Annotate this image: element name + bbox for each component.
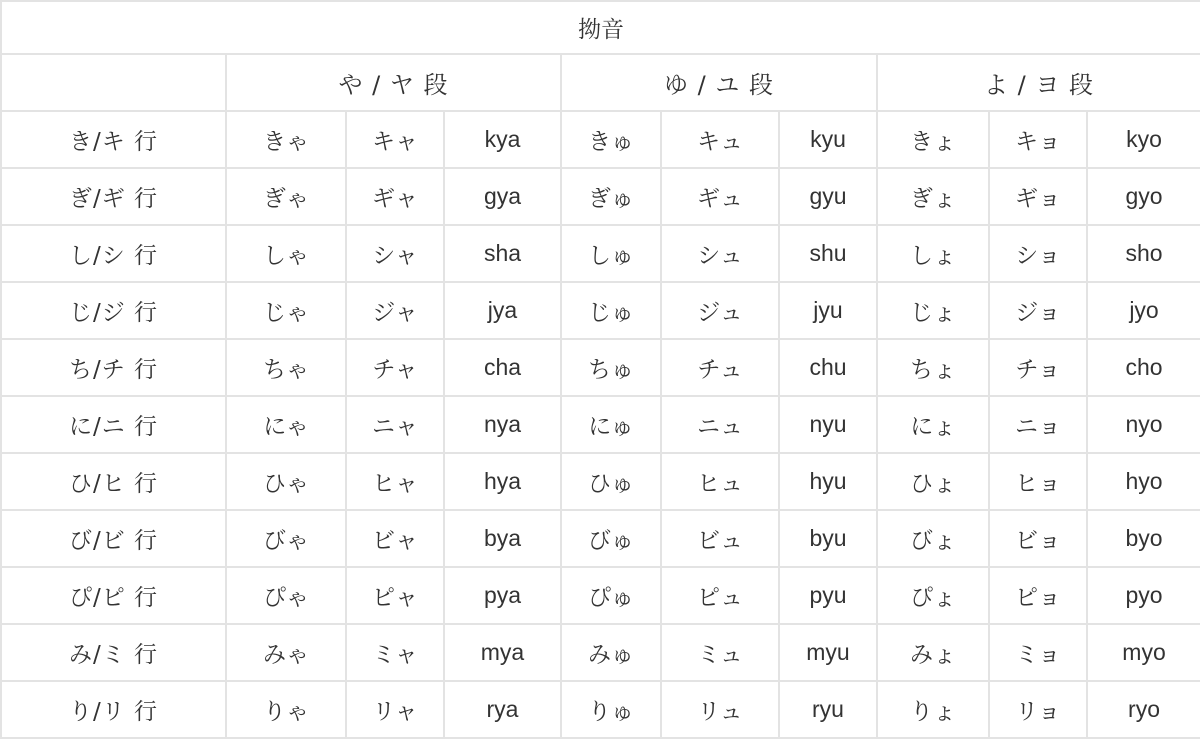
- romaji-cell: mya: [444, 624, 561, 681]
- hiragana-cell: きょ: [877, 111, 989, 168]
- romaji-cell: hyo: [1087, 453, 1200, 510]
- hiragana-cell: ひゃ: [226, 453, 346, 510]
- hiragana-cell: りゃ: [226, 681, 346, 738]
- table-row: [1, 339, 1200, 396]
- romaji-cell: nya: [444, 396, 561, 453]
- table-row: [1, 510, 1200, 567]
- romaji-cell: ryu: [779, 681, 877, 738]
- hiragana-cell: ひょ: [877, 453, 989, 510]
- katakana-cell: ニュ: [661, 396, 779, 453]
- hiragana-cell: ぴゃ: [226, 567, 346, 624]
- katakana-cell: リョ: [989, 681, 1087, 738]
- hiragana-cell: びゃ: [226, 510, 346, 567]
- hiragana-cell: ちょ: [877, 339, 989, 396]
- romaji-cell: hya: [444, 453, 561, 510]
- romaji-cell: chu: [779, 339, 877, 396]
- romaji-cell: cho: [1087, 339, 1200, 396]
- romaji-cell: nyu: [779, 396, 877, 453]
- table-row: [1, 282, 1200, 339]
- romaji-cell: rya: [444, 681, 561, 738]
- hiragana-cell: ひゅ: [561, 453, 661, 510]
- title-row: [1, 1, 1200, 54]
- table-row: [1, 225, 1200, 282]
- hiragana-cell: にょ: [877, 396, 989, 453]
- katakana-cell: キャ: [346, 111, 444, 168]
- katakana-cell: ニャ: [346, 396, 444, 453]
- katakana-cell: ジャ: [346, 282, 444, 339]
- hiragana-cell: きゅ: [561, 111, 661, 168]
- row-label: ち/チ 行: [1, 339, 226, 396]
- hiragana-cell: びゅ: [561, 510, 661, 567]
- hiragana-cell: みゅ: [561, 624, 661, 681]
- row-label: じ/ジ 行: [1, 282, 226, 339]
- table-title: 拗音: [1, 1, 1200, 54]
- column-header-row: [1, 54, 1200, 111]
- katakana-cell: ギャ: [346, 168, 444, 225]
- table-row: [1, 681, 1200, 738]
- katakana-cell: ヒョ: [989, 453, 1087, 510]
- romaji-cell: hyu: [779, 453, 877, 510]
- katakana-cell: ピョ: [989, 567, 1087, 624]
- romaji-cell: gyu: [779, 168, 877, 225]
- romaji-cell: kyo: [1087, 111, 1200, 168]
- table-row: [1, 453, 1200, 510]
- row-label: ぎ/ギ 行: [1, 168, 226, 225]
- katakana-cell: ショ: [989, 225, 1087, 282]
- romaji-cell: myu: [779, 624, 877, 681]
- katakana-cell: ヒャ: [346, 453, 444, 510]
- hiragana-cell: じゅ: [561, 282, 661, 339]
- hiragana-cell: びょ: [877, 510, 989, 567]
- romaji-cell: cha: [444, 339, 561, 396]
- katakana-cell: キュ: [661, 111, 779, 168]
- katakana-cell: ギュ: [661, 168, 779, 225]
- katakana-cell: ニョ: [989, 396, 1087, 453]
- katakana-cell: ピャ: [346, 567, 444, 624]
- column-header-ya: や / ヤ 段: [226, 54, 561, 111]
- table-row: [1, 396, 1200, 453]
- hiragana-cell: みょ: [877, 624, 989, 681]
- romaji-cell: sha: [444, 225, 561, 282]
- row-label: み/ミ 行: [1, 624, 226, 681]
- hiragana-cell: ぎゅ: [561, 168, 661, 225]
- katakana-cell: チャ: [346, 339, 444, 396]
- row-label: ぴ/ピ 行: [1, 567, 226, 624]
- romaji-cell: pyo: [1087, 567, 1200, 624]
- row-label: し/シ 行: [1, 225, 226, 282]
- katakana-cell: チョ: [989, 339, 1087, 396]
- katakana-cell: ピュ: [661, 567, 779, 624]
- romaji-cell: byo: [1087, 510, 1200, 567]
- romaji-cell: jya: [444, 282, 561, 339]
- katakana-cell: ビュ: [661, 510, 779, 567]
- katakana-cell: ジュ: [661, 282, 779, 339]
- romaji-cell: gya: [444, 168, 561, 225]
- hiragana-cell: じょ: [877, 282, 989, 339]
- hiragana-cell: ちゃ: [226, 339, 346, 396]
- hiragana-cell: きゃ: [226, 111, 346, 168]
- table-row: [1, 567, 1200, 624]
- corner-cell: [1, 54, 226, 111]
- hiragana-cell: じゃ: [226, 282, 346, 339]
- romaji-cell: jyu: [779, 282, 877, 339]
- katakana-cell: チュ: [661, 339, 779, 396]
- katakana-cell: シャ: [346, 225, 444, 282]
- romaji-cell: kya: [444, 111, 561, 168]
- katakana-cell: ビャ: [346, 510, 444, 567]
- table-body: [1, 1, 1200, 738]
- column-header-yu: ゆ / ユ 段: [561, 54, 877, 111]
- romaji-cell: pyu: [779, 567, 877, 624]
- katakana-cell: ギョ: [989, 168, 1087, 225]
- row-label: に/ニ 行: [1, 396, 226, 453]
- romaji-cell: gyo: [1087, 168, 1200, 225]
- hiragana-cell: しゃ: [226, 225, 346, 282]
- katakana-cell: ビョ: [989, 510, 1087, 567]
- romaji-cell: bya: [444, 510, 561, 567]
- romaji-cell: myo: [1087, 624, 1200, 681]
- romaji-cell: nyo: [1087, 396, 1200, 453]
- row-label: き/キ 行: [1, 111, 226, 168]
- table-row: [1, 111, 1200, 168]
- hiragana-cell: ぎょ: [877, 168, 989, 225]
- romaji-cell: jyo: [1087, 282, 1200, 339]
- hiragana-cell: ぎゃ: [226, 168, 346, 225]
- hiragana-cell: にゃ: [226, 396, 346, 453]
- table-row: [1, 624, 1200, 681]
- row-label: び/ビ 行: [1, 510, 226, 567]
- katakana-cell: ヒュ: [661, 453, 779, 510]
- katakana-cell: ミョ: [989, 624, 1087, 681]
- katakana-cell: ジョ: [989, 282, 1087, 339]
- katakana-cell: キョ: [989, 111, 1087, 168]
- hiragana-cell: ぴゅ: [561, 567, 661, 624]
- romaji-cell: ryo: [1087, 681, 1200, 738]
- hiragana-cell: みゃ: [226, 624, 346, 681]
- romaji-cell: sho: [1087, 225, 1200, 282]
- katakana-cell: リュ: [661, 681, 779, 738]
- row-label: ひ/ヒ 行: [1, 453, 226, 510]
- column-header-yo: よ / ヨ 段: [877, 54, 1200, 111]
- hiragana-cell: にゅ: [561, 396, 661, 453]
- table-row: [1, 168, 1200, 225]
- romaji-cell: byu: [779, 510, 877, 567]
- romaji-cell: shu: [779, 225, 877, 282]
- hiragana-cell: しょ: [877, 225, 989, 282]
- katakana-cell: ミュ: [661, 624, 779, 681]
- romaji-cell: pya: [444, 567, 561, 624]
- row-label: り/リ 行: [1, 681, 226, 738]
- hiragana-cell: しゅ: [561, 225, 661, 282]
- hiragana-cell: ぴょ: [877, 567, 989, 624]
- hiragana-cell: りょ: [877, 681, 989, 738]
- romaji-cell: kyu: [779, 111, 877, 168]
- katakana-cell: ミャ: [346, 624, 444, 681]
- hiragana-cell: りゅ: [561, 681, 661, 738]
- katakana-cell: リャ: [346, 681, 444, 738]
- katakana-cell: シュ: [661, 225, 779, 282]
- hiragana-cell: ちゅ: [561, 339, 661, 396]
